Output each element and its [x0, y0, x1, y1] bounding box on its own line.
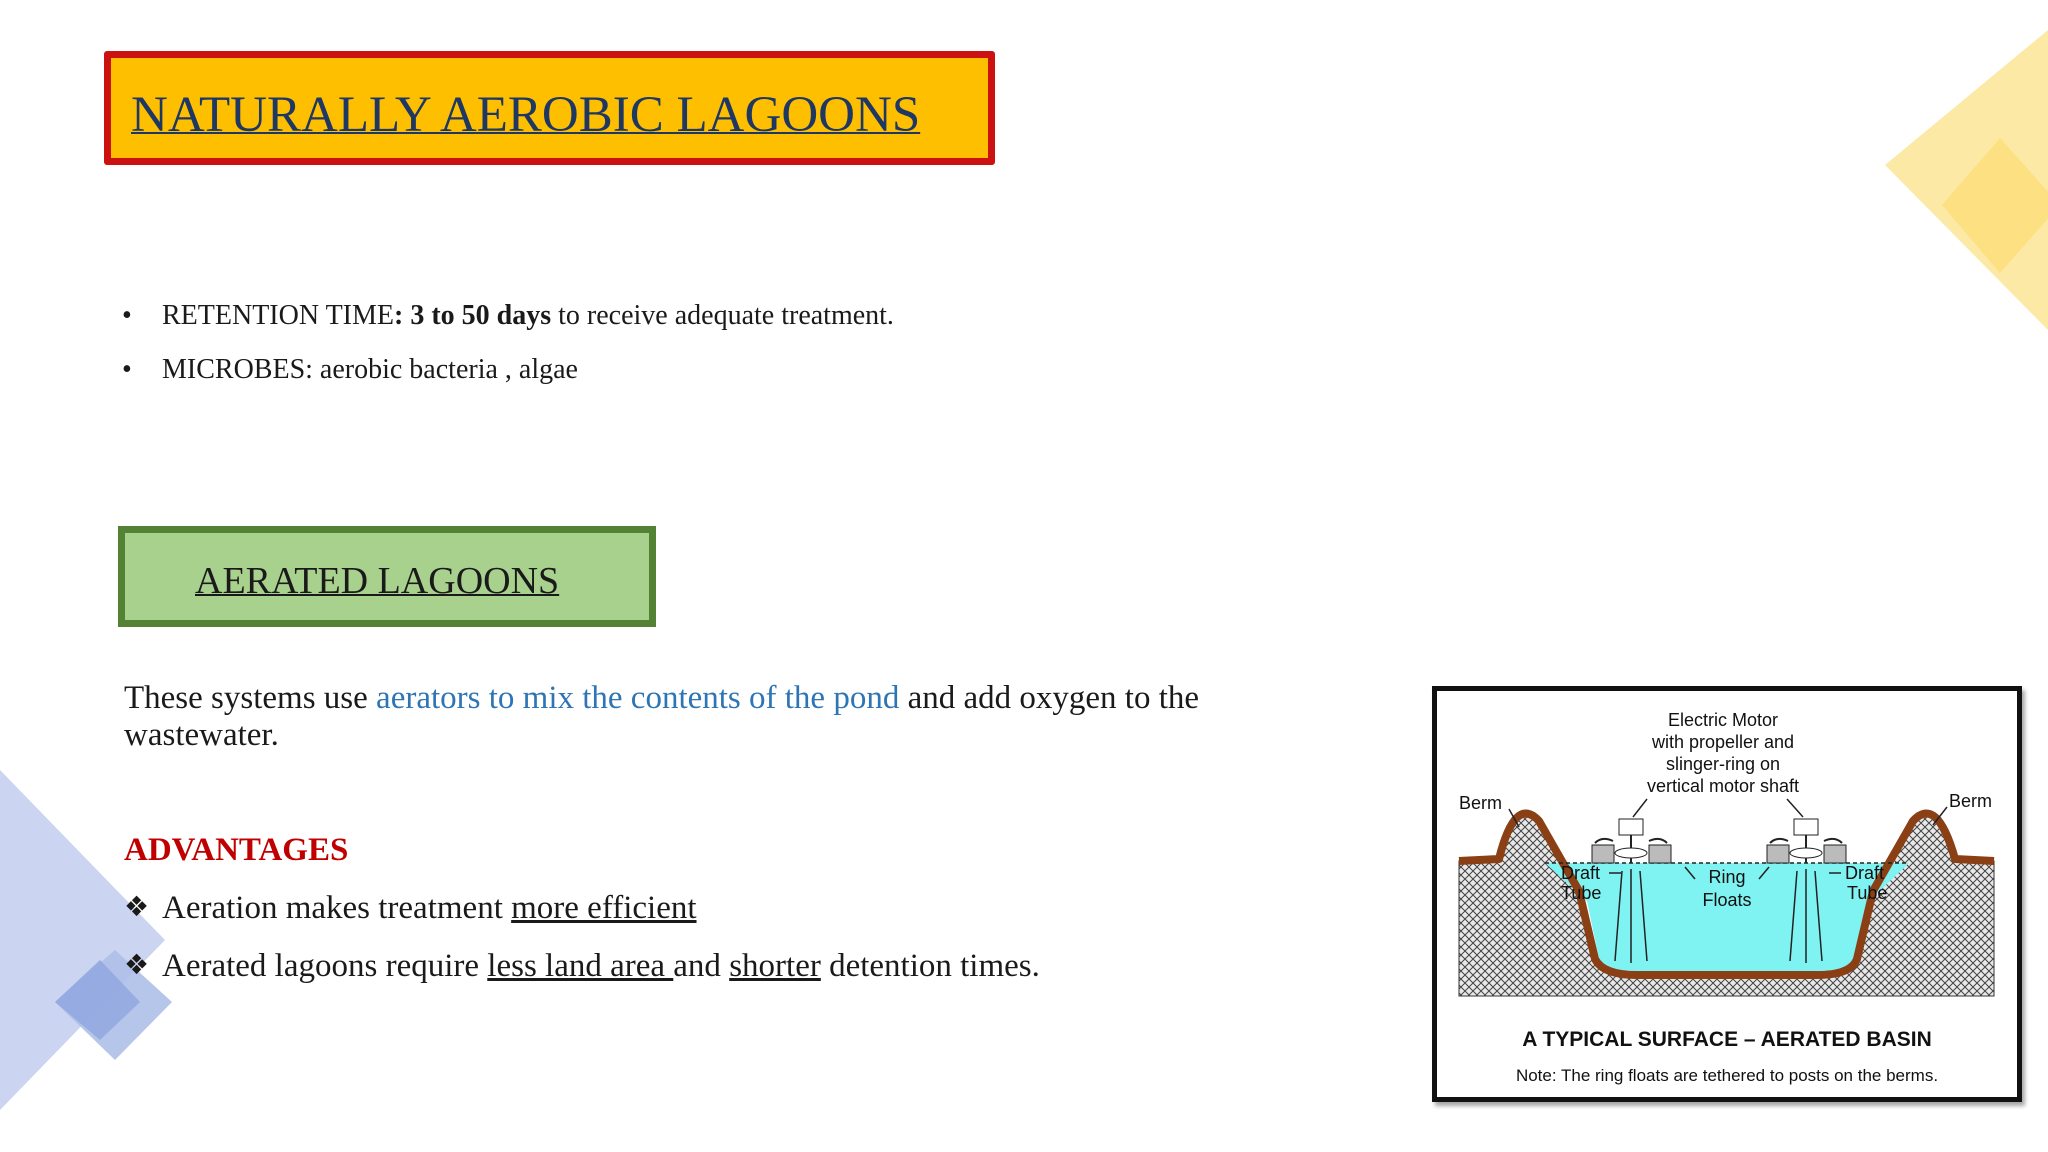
- ring-floats-1: Ring: [1708, 867, 1746, 887]
- section-title: AERATED LAGOONS: [195, 560, 560, 602]
- bullet-dot-icon: •: [122, 354, 132, 385]
- ring-floats-2: Floats: [1702, 890, 1752, 910]
- advantages-heading: ADVANTAGES: [124, 832, 349, 868]
- berm-right-label: Berm: [1949, 791, 1993, 811]
- four-diamond-icon: ❖: [124, 948, 150, 981]
- aerated-basin-diagram: [1432, 686, 2022, 1102]
- four-diamond-icon: ❖: [124, 890, 150, 923]
- motor-label-4: vertical motor shaft: [1646, 776, 1800, 796]
- diagram-note: Note: The ring floats are tethered to posts on the berms.: [1515, 1066, 1939, 1085]
- motor-label-3: slinger-ring on: [1665, 754, 1781, 774]
- highlight-text: aerators to mix the contents of the pond: [376, 680, 900, 716]
- decor-top-right: [1860, 30, 2048, 330]
- description-paragraph: These systems use aerators to mix the contents of the pond and add oxygen to the wastewater.: [124, 680, 1200, 753]
- motor-label-1: Electric Motor: [1667, 710, 1779, 730]
- title-banner: [104, 51, 995, 165]
- retention-time-text: RETENTION TIME: 3 to 50 days to receive adequate treatment.: [162, 300, 894, 331]
- section-banner: [118, 526, 656, 627]
- berm-left-label: Berm: [1459, 793, 1503, 813]
- draft-tube-right-1: Draft: [1845, 863, 1885, 883]
- draft-tube-right-2: Tube: [1847, 883, 1888, 903]
- slide-title: NATURALLY AEROBIC LAGOONS: [131, 87, 921, 143]
- diagram-caption: A TYPICAL SURFACE – AERATED BASIN: [1522, 1028, 1932, 1051]
- decor-bottom-left: [0, 770, 190, 1110]
- bullet-dot-icon: •: [122, 300, 132, 331]
- motor-label-2: with propeller and: [1651, 732, 1795, 752]
- draft-tube-left-2: Tube: [1561, 883, 1602, 903]
- draft-tube-left-1: Draft: [1561, 863, 1601, 883]
- microbes-text: MICROBES: aerobic bacteria , algae: [162, 354, 578, 385]
